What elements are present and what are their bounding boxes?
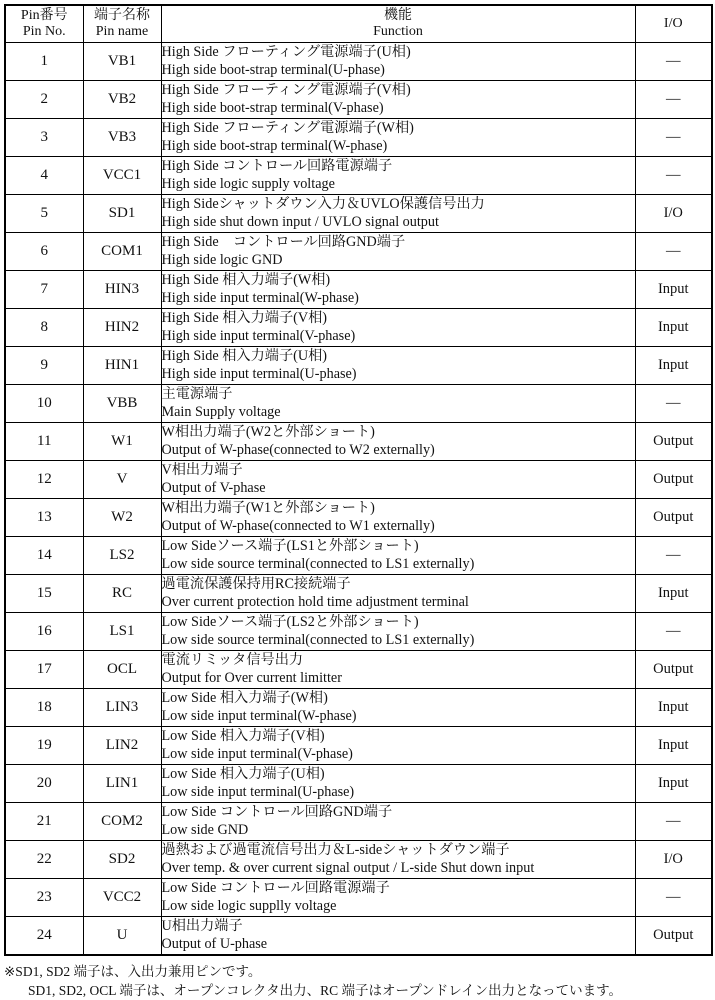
pin-number: 4 [5,157,83,195]
pin-io: — [635,385,712,423]
pin-io: I/O [635,841,712,879]
function-jp: Low Side コントロール回路GND端子 [161,804,393,820]
function-en: Low side logic supplly voltage [161,898,337,914]
function-en: Output of V-phase [161,480,266,496]
function-jp: High Side 相入力端子(V相) [161,310,328,326]
function-en: Low side input terminal(V-phase) [161,746,353,762]
pin-io: Input [635,727,712,765]
function-en: Output of W-phase(connected to W2 externally) [161,442,435,458]
function-jp: Low Side 相入力端子(U相) [161,766,325,782]
pin-number: 10 [5,385,83,423]
pin-number: 16 [5,613,83,651]
pin-io: — [635,157,712,195]
table-header [5,5,712,43]
function-en: High side boot-strap terminal(U-phase) [161,62,385,78]
table-row [5,309,712,347]
pin-io: — [635,43,712,81]
header-pin-name: 端子名称 Pin name [83,5,161,43]
pin-function [161,803,635,841]
pin-name: COM2 [83,803,161,841]
pin-function [161,233,635,271]
function-jp: 電流リミッタ信号出力 [161,652,304,668]
function-en: Low side input terminal(U-phase) [161,784,355,800]
pin-number: 9 [5,347,83,385]
pin-name: LIN1 [83,765,161,803]
table-row [5,537,712,575]
pin-io: — [635,81,712,119]
pin-number: 5 [5,195,83,233]
pin-io: Input [635,765,712,803]
function-en: Output of U-phase [161,936,268,952]
pin-name: VCC1 [83,157,161,195]
table-row [5,233,712,271]
function-jp: High Side 相入力端子(U相) [161,348,328,364]
function-jp: High Side コントロール回路電源端子 [161,158,393,174]
footnote-1: ※SD1, SD2 端子は、入出力兼用ピンです。 [4,963,262,979]
pin-function [161,195,635,233]
header-function: 機能 Function [161,5,635,43]
table-row [5,917,712,955]
pin-function [161,727,635,765]
pin-number: 18 [5,689,83,727]
pin-function [161,689,635,727]
function-jp: Low Sideソース端子(LS2と外部ショート) [161,614,419,630]
table-row [5,803,712,841]
pin-function [161,841,635,879]
pin-name: U [83,917,161,955]
table-row [5,841,712,879]
table-row [5,461,712,499]
pin-io: Output [635,499,712,537]
function-jp: Low Side 相入力端子(V相) [161,728,325,744]
function-en: High side input terminal(V-phase) [161,328,356,344]
pin-number: 13 [5,499,83,537]
pin-function [161,309,635,347]
function-jp: Low Side 相入力端子(W相) [161,690,328,706]
function-jp: 過電流保護保持用RC接続端子 [161,576,351,592]
pin-number: 17 [5,651,83,689]
pin-name: LIN3 [83,689,161,727]
table-row [5,689,712,727]
pin-number: 22 [5,841,83,879]
pin-function [161,537,635,575]
pin-io: — [635,613,712,651]
table-row [5,575,712,613]
pin-io: Input [635,347,712,385]
pin-function [161,157,635,195]
header-io: I/O [635,5,712,43]
pin-name: OCL [83,651,161,689]
pin-function [161,651,635,689]
pin-name: HIN1 [83,347,161,385]
pin-number: 1 [5,43,83,81]
table-row [5,613,712,651]
pin-number: 23 [5,879,83,917]
pin-name: HIN2 [83,309,161,347]
table-row [5,195,712,233]
function-en: Low side source terminal(connected to LS1 externally) [161,556,475,572]
pin-number: 20 [5,765,83,803]
pin-number: 24 [5,917,83,955]
pin-io: I/O [635,195,712,233]
function-en: Over temp. & over current signal output / L-side Shut down input [161,860,535,876]
function-jp: 過熱および過電流信号出力＆L-sideシャットダウン端子 [161,842,510,858]
function-en: Low side source terminal(connected to LS1 externally) [161,632,475,648]
pin-number: 2 [5,81,83,119]
pin-function [161,917,635,955]
function-en: High side input terminal(W-phase) [161,290,359,306]
table-row [5,157,712,195]
pin-io: Input [635,309,712,347]
pin-name: LS2 [83,537,161,575]
pin-function [161,613,635,651]
pin-function [161,765,635,803]
pin-function-table [4,4,713,956]
table-row [5,347,712,385]
function-en: High side shut down input / UVLO signal output [161,214,439,230]
pin-function [161,461,635,499]
function-jp: Low Side コントロール回路電源端子 [161,880,390,896]
pin-name: VBB [83,385,161,423]
pin-io: Input [635,575,712,613]
function-jp: V相出力端子 [161,462,243,478]
pin-function [161,119,635,157]
pin-io: — [635,119,712,157]
pin-name: RC [83,575,161,613]
pin-function [161,271,635,309]
pin-number: 7 [5,271,83,309]
function-jp: High Side フローティング電源端子(U相) [161,44,411,60]
function-jp: W相出力端子(W1と外部ショート) [161,500,375,516]
pin-number: 12 [5,461,83,499]
table-row [5,43,712,81]
function-jp: 主電源端子 [161,386,233,402]
table-row [5,271,712,309]
pin-table-document [4,4,711,1000]
table-row [5,385,712,423]
pin-name: SD1 [83,195,161,233]
table-row [5,651,712,689]
pin-io: Output [635,461,712,499]
function-en: Low side input terminal(W-phase) [161,708,357,724]
pin-name: HIN3 [83,271,161,309]
pin-io: Output [635,423,712,461]
pin-name: LS1 [83,613,161,651]
pin-function [161,43,635,81]
pin-function [161,879,635,917]
table-row [5,879,712,917]
table-row [5,119,712,157]
function-en: Output of W-phase(connected to W1 externally) [161,518,435,534]
function-en: Output for Over current limitter [161,670,342,686]
pin-io: Input [635,689,712,727]
function-jp: High Side フローティング電源端子(W相) [161,120,414,136]
pin-io: — [635,879,712,917]
pin-function [161,385,635,423]
function-jp: High Side フローティング電源端子(V相) [161,82,411,98]
pin-function [161,347,635,385]
function-jp: High Side 相入力端子(W相) [161,272,331,288]
pin-io: — [635,537,712,575]
pin-number: 11 [5,423,83,461]
pin-io: Input [635,271,712,309]
function-en: High side logic supply voltage [161,176,335,192]
footnote-2: SD1, SD2, OCL 端子は、オープンコレクタ出力、RC 端子はオープンドレイン出力となっています。 [28,982,623,998]
pin-name: COM1 [83,233,161,271]
function-jp: U相出力端子 [161,918,243,934]
pin-name: VB1 [83,43,161,81]
pin-number: 14 [5,537,83,575]
pin-number: 19 [5,727,83,765]
function-en: High side input terminal(U-phase) [161,366,357,382]
function-en: High side logic GND [161,252,283,268]
function-en: High side boot-strap terminal(V-phase) [161,100,384,116]
function-jp: High Side コントロール回路GND端子 [161,234,406,250]
function-en: Over current protection hold time adjustment terminal [161,594,469,610]
pin-name: VB3 [83,119,161,157]
pin-number: 8 [5,309,83,347]
function-en: Main Supply voltage [161,404,281,420]
table-row [5,499,712,537]
pin-io: Output [635,651,712,689]
function-en: Low side GND [161,822,249,838]
pin-name: VB2 [83,81,161,119]
pin-io: — [635,233,712,271]
pin-name: VCC2 [83,879,161,917]
pin-number: 15 [5,575,83,613]
pin-number: 3 [5,119,83,157]
pin-io: Output [635,917,712,955]
header-pin-no: Pin番号 Pin No. [5,5,83,43]
pin-name: V [83,461,161,499]
pin-function [161,575,635,613]
table-row [5,423,712,461]
table-row [5,81,712,119]
pin-io: — [635,803,712,841]
pin-function [161,499,635,537]
function-en: High side boot-strap terminal(W-phase) [161,138,388,154]
pin-number: 21 [5,803,83,841]
table-body [5,43,712,955]
function-jp: High Sideシャットダウン入力＆UVLO保護信号出力 [161,196,485,212]
footnotes [4,962,711,1000]
table-row [5,765,712,803]
pin-name: SD2 [83,841,161,879]
pin-name: W2 [83,499,161,537]
pin-function [161,423,635,461]
table-row [5,727,712,765]
pin-name: LIN2 [83,727,161,765]
pin-name: W1 [83,423,161,461]
function-jp: Low Sideソース端子(LS1と外部ショート) [161,538,419,554]
function-jp: W相出力端子(W2と外部ショート) [161,424,375,440]
pin-number: 6 [5,233,83,271]
pin-function [161,81,635,119]
